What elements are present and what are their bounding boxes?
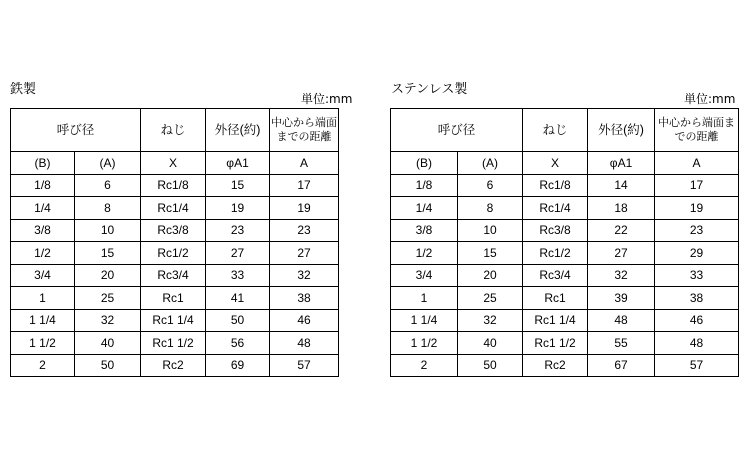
table-cell-dist: 57 <box>655 354 739 377</box>
table-cell-dist: 46 <box>270 309 339 332</box>
table-cell-x: Rc1 <box>141 287 206 310</box>
table-cell-b: 3/8 <box>11 219 75 242</box>
table-cell-a1: 50 <box>206 309 270 332</box>
unit-label-stainless: 単位:mm <box>684 92 736 106</box>
table-cell-a: 20 <box>458 264 523 287</box>
table-cell-x: Rc2 <box>523 354 588 377</box>
table-row <box>391 354 739 377</box>
table-row <box>391 264 739 287</box>
table-cell-x: Rc3/4 <box>141 264 206 287</box>
table-row <box>11 309 339 332</box>
header-thread: ねじ <box>141 109 206 152</box>
table-cell-dist: 46 <box>655 309 739 332</box>
table-row <box>391 174 739 197</box>
table-cell-a: 15 <box>75 242 141 265</box>
subheader-x: X <box>523 152 588 175</box>
table-cell-a: 32 <box>75 309 141 332</box>
header-distance: 中心から端面までの距離 <box>655 109 739 152</box>
table-cell-a1: 56 <box>206 332 270 355</box>
subheader-b: (B) <box>11 152 75 175</box>
table-cell-b: 3/4 <box>11 264 75 287</box>
table-cell-x: Rc3/8 <box>523 219 588 242</box>
table-cell-b: 1 1/2 <box>11 332 75 355</box>
subheader-x: X <box>141 152 206 175</box>
table-cell-x: Rc2 <box>141 354 206 377</box>
table-cell-a1: 48 <box>588 309 655 332</box>
table-cell-a: 10 <box>458 219 523 242</box>
table-cell-a1: 15 <box>206 174 270 197</box>
table-cell-x: Rc1/2 <box>141 242 206 265</box>
table-row <box>391 219 739 242</box>
table-cell-a1: 23 <box>206 219 270 242</box>
table-cell-x: Rc3/8 <box>141 219 206 242</box>
table-cell-dist: 57 <box>270 354 339 377</box>
table-cell-a1: 69 <box>206 354 270 377</box>
table-row <box>391 309 739 332</box>
table-cell-dist: 17 <box>655 174 739 197</box>
table-header-row <box>11 109 339 152</box>
table-cell-a: 32 <box>458 309 523 332</box>
subheader-a: (A) <box>75 152 141 175</box>
header-thread: ねじ <box>523 109 588 152</box>
table-cell-a: 50 <box>458 354 523 377</box>
table-cell-dist: 48 <box>655 332 739 355</box>
subheader-a: (A) <box>458 152 523 175</box>
section-title-stainless: ステンレス製 <box>391 82 468 97</box>
table-cell-b: 1/8 <box>11 174 75 197</box>
header-nominal: 呼び径 <box>391 109 523 152</box>
table-cell-x: Rc1/8 <box>523 174 588 197</box>
table-cell-a: 15 <box>458 242 523 265</box>
table-row <box>11 354 339 377</box>
table-row <box>11 287 339 310</box>
table-cell-a1: 41 <box>206 287 270 310</box>
table-cell-a1: 39 <box>588 287 655 310</box>
spec-table-iron <box>10 108 339 377</box>
table-cell-dist: 29 <box>655 242 739 265</box>
table-row <box>391 332 739 355</box>
table-cell-a: 25 <box>75 287 141 310</box>
table-cell-dist: 38 <box>655 287 739 310</box>
table-cell-a: 20 <box>75 264 141 287</box>
table-cell-b: 1/8 <box>391 174 458 197</box>
table-row <box>11 197 339 220</box>
unit-label-iron: 単位:mm <box>301 92 353 106</box>
table-row <box>391 242 739 265</box>
table-cell-b: 2 <box>11 354 75 377</box>
table-row <box>11 332 339 355</box>
table-cell-a1: 19 <box>206 197 270 220</box>
table-cell-a1: 18 <box>588 197 655 220</box>
table-cell-a1: 14 <box>588 174 655 197</box>
table-cell-a1: 32 <box>588 264 655 287</box>
table-cell-a: 8 <box>458 197 523 220</box>
table-cell-x: Rc1/4 <box>523 197 588 220</box>
table-cell-b: 3/4 <box>391 264 458 287</box>
table-cell-x: Rc1 <box>523 287 588 310</box>
table-cell-a: 40 <box>458 332 523 355</box>
table-cell-b: 1 <box>11 287 75 310</box>
header-outer: 外径(約) <box>206 109 270 152</box>
table-cell-dist: 23 <box>270 219 339 242</box>
subheader-a1: φA1 <box>588 152 655 175</box>
table-cell-x: Rc1 1/4 <box>523 309 588 332</box>
table-cell-dist: 19 <box>270 197 339 220</box>
table-cell-b: 3/8 <box>391 219 458 242</box>
table-cell-a1: 55 <box>588 332 655 355</box>
spec-table-stainless <box>390 108 739 377</box>
table-cell-a1: 27 <box>588 242 655 265</box>
section-title-iron: 鉄製 <box>10 82 37 97</box>
header-outer: 外径(約) <box>588 109 655 152</box>
header-distance: 中心から端面までの距離 <box>270 109 339 152</box>
subheader-dist: A <box>655 152 739 175</box>
table-cell-dist: 23 <box>655 219 739 242</box>
table-cell-x: Rc1 1/2 <box>523 332 588 355</box>
table-cell-a1: 67 <box>588 354 655 377</box>
table-cell-b: 2 <box>391 354 458 377</box>
table-cell-x: Rc3/4 <box>523 264 588 287</box>
table-subheader-row <box>391 152 739 175</box>
table-row <box>11 242 339 265</box>
table-cell-dist: 48 <box>270 332 339 355</box>
table-cell-a1: 33 <box>206 264 270 287</box>
table-cell-a1: 27 <box>206 242 270 265</box>
table-cell-dist: 27 <box>270 242 339 265</box>
subheader-b: (B) <box>391 152 458 175</box>
table-cell-a: 25 <box>458 287 523 310</box>
table-cell-dist: 33 <box>655 264 739 287</box>
table-row <box>391 287 739 310</box>
table-row <box>11 219 339 242</box>
table-cell-b: 1 1/4 <box>391 309 458 332</box>
table-cell-b: 1/2 <box>391 242 458 265</box>
subheader-dist: A <box>270 152 339 175</box>
table-row <box>11 264 339 287</box>
subheader-a1: φA1 <box>206 152 270 175</box>
table-cell-b: 1/4 <box>11 197 75 220</box>
table-cell-dist: 32 <box>270 264 339 287</box>
table-cell-a: 50 <box>75 354 141 377</box>
table-cell-a1: 22 <box>588 219 655 242</box>
table-cell-x: Rc1 1/2 <box>141 332 206 355</box>
table-cell-b: 1 1/2 <box>391 332 458 355</box>
table-cell-dist: 38 <box>270 287 339 310</box>
table-cell-x: Rc1/8 <box>141 174 206 197</box>
table-cell-a: 6 <box>458 174 523 197</box>
table-cell-a: 40 <box>75 332 141 355</box>
table-row <box>11 174 339 197</box>
table-cell-x: Rc1/4 <box>141 197 206 220</box>
table-cell-b: 1 <box>391 287 458 310</box>
table-cell-b: 1 1/4 <box>11 309 75 332</box>
table-cell-b: 1/2 <box>11 242 75 265</box>
table-cell-a: 6 <box>75 174 141 197</box>
table-subheader-row <box>11 152 339 175</box>
table-cell-b: 1/4 <box>391 197 458 220</box>
table-cell-dist: 19 <box>655 197 739 220</box>
header-nominal: 呼び径 <box>11 109 141 152</box>
table-row <box>391 197 739 220</box>
table-cell-a: 8 <box>75 197 141 220</box>
table-cell-x: Rc1 1/4 <box>141 309 206 332</box>
table-cell-dist: 17 <box>270 174 339 197</box>
table-cell-x: Rc1/2 <box>523 242 588 265</box>
table-cell-a: 10 <box>75 219 141 242</box>
table-header-row <box>391 109 739 152</box>
